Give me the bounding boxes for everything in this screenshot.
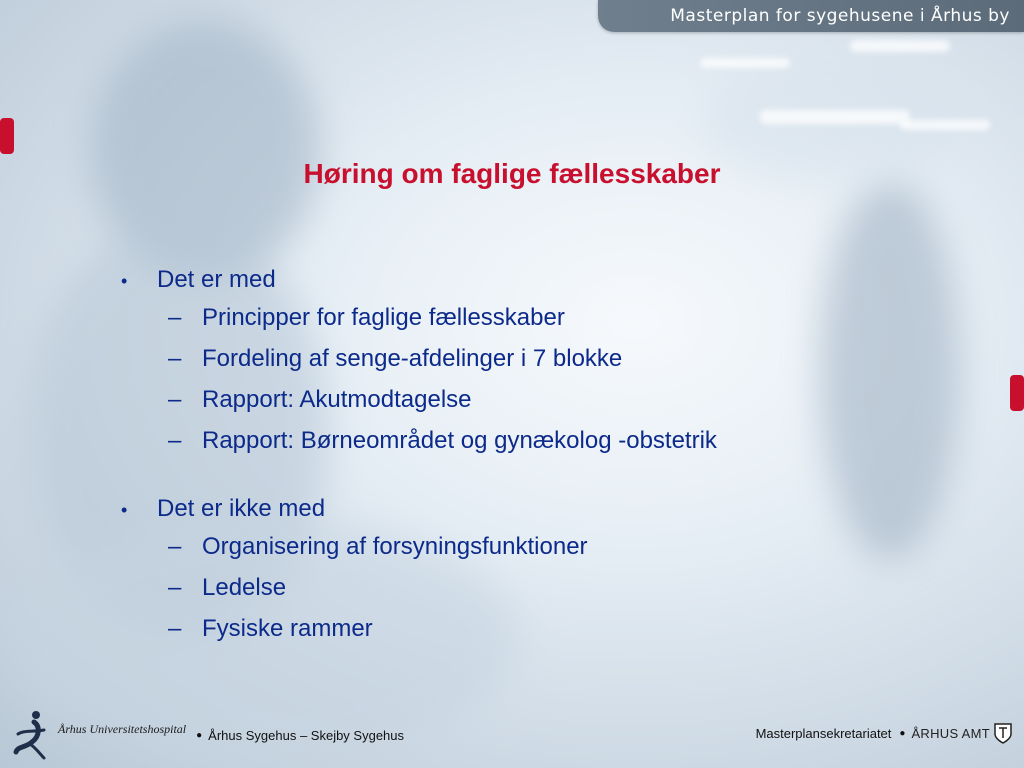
dash-icon: – (168, 427, 182, 454)
bullet-icon: • (121, 500, 128, 520)
sub-item (118, 608, 938, 649)
bullet-item (118, 491, 938, 526)
right-accent-tab (1010, 375, 1024, 411)
secretariat-label: Masterplansekretariatet (755, 725, 892, 741)
bullet-label: Det er ikke med (157, 495, 326, 522)
sub-item-text: Fordeling af senge-afdelinger i 7 blokke (202, 345, 623, 372)
sub-item (118, 338, 938, 379)
footer-separator: ● (899, 727, 906, 739)
bullet-icon: • (121, 271, 128, 291)
header-banner (598, 0, 1024, 32)
hospital-logo-icon (10, 708, 52, 762)
sub-item (118, 526, 938, 567)
banner-title: Masterplan for sygehusene i Århus by (670, 6, 1010, 26)
footer-right (756, 722, 1014, 744)
bullet-group-excluded (118, 491, 938, 649)
slide-title: Høring om faglige fællesskaber (303, 158, 721, 189)
sub-item-text: Rapport: Akutmodtagelse (202, 386, 472, 413)
slide-content (118, 262, 938, 679)
dash-icon: – (168, 304, 182, 331)
dash-icon: – (168, 386, 182, 413)
footer-left (10, 708, 404, 762)
sub-item-text: Rapport: Børneområdet og gynækolog -obstetrik (202, 427, 717, 454)
sub-item (118, 297, 938, 338)
bullet-label: Det er med (157, 266, 276, 293)
sub-item-text: Fysiske rammer (202, 615, 373, 642)
dash-icon: – (168, 574, 182, 601)
hospital-name: Århus Universitetshospital (58, 721, 187, 736)
sub-item (118, 420, 938, 461)
sub-item-text: Organisering af forsyningsfunktioner (202, 533, 588, 560)
county-shield-icon (992, 722, 1014, 744)
bullet-item (118, 262, 938, 297)
sub-item (118, 567, 938, 608)
dash-icon: – (168, 345, 182, 372)
sub-item (118, 379, 938, 420)
sub-item-text: Ledelse (202, 574, 287, 601)
county-name: ÅRHUS AMT (911, 725, 990, 741)
bullet-group-included (118, 262, 938, 461)
dash-icon: – (168, 533, 182, 560)
hospital-sites: Århus Sygehus – Skejby Sygehus (208, 727, 405, 743)
left-accent-tab (0, 118, 14, 154)
sub-item-text: Principper for faglige fællesskaber (202, 304, 565, 331)
dash-icon: – (168, 615, 182, 642)
footer-separator: ● (196, 729, 203, 741)
